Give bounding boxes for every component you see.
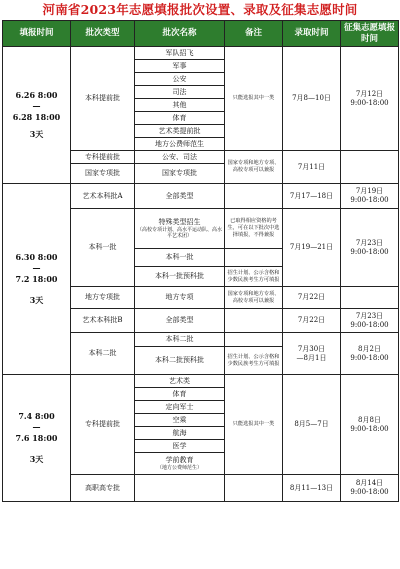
batch-name: 体育 [135, 112, 225, 125]
zhengji-date: 7月12日 [355, 89, 384, 98]
zhengji-hours: 9:00-18:00 [350, 98, 389, 107]
batch-name: 本科二批预科批 [135, 347, 225, 375]
batch-type: 艺术本科批A [71, 184, 135, 209]
batch-name: 本科一批 [135, 249, 225, 267]
batch-type: 高职高专批 [71, 475, 135, 502]
zhengji-time [341, 47, 399, 151]
zhengji-hours: 9:00-18:00 [350, 247, 389, 256]
period-start: 6.26 8:00 [15, 90, 58, 100]
zhengji-hours: 9:00-18:00 [350, 196, 389, 204]
header-batch-name: 批次名称 [135, 21, 225, 47]
period-cell-1 [3, 47, 71, 184]
batch-name: 医学 [135, 440, 225, 453]
batch-note-empty [225, 475, 283, 502]
period-sep: — [32, 263, 41, 273]
period-cell-3 [3, 375, 71, 502]
batch-type: 本科提前批 [71, 47, 135, 151]
batch-note-empty [225, 184, 283, 209]
batch-name-empty [135, 475, 225, 502]
zhengji-time-empty [341, 151, 399, 184]
admit-time: 7月22日 [283, 309, 341, 333]
table-row [3, 47, 399, 60]
batch-type: 专科提前批 [71, 375, 135, 475]
batch-type: 国家专项批 [71, 164, 135, 184]
batch-name: 全部类型 [135, 184, 225, 209]
batch-type: 本科二批 [71, 333, 135, 375]
period-end: 6.28 18:00 [12, 112, 61, 122]
batch-name: 司法 [135, 86, 225, 99]
admit-time: 7月11日 [283, 151, 341, 184]
batch-name-main: 学前教育 [165, 456, 194, 464]
batch-name: 地方公费师范生 [135, 138, 225, 151]
zhengji-date: 7月19日 [355, 187, 384, 195]
batch-note: 招生计划、公示含格和少数民族考生方可填报 [225, 267, 283, 287]
batch-name: 全部类型 [135, 309, 225, 333]
period-days: 3天 [29, 295, 44, 305]
batch-name [135, 209, 225, 249]
period-end: 7.2 18:00 [15, 274, 58, 284]
zhengji-time-empty [341, 287, 399, 309]
batch-note: 只能选报其中一类 [225, 375, 283, 475]
period-days: 3天 [29, 454, 44, 464]
zhengji-time [341, 209, 399, 287]
zhengji-hours: 9:00-18:00 [350, 488, 389, 496]
schedule-table [2, 20, 399, 502]
batch-type: 本科一批 [71, 209, 135, 287]
zhengji-time [341, 309, 399, 333]
batch-name-sub: （地方公费师范生） [156, 465, 202, 471]
batch-note-empty [225, 333, 283, 347]
header-zhengji-time: 征集志愿填报时间 [341, 21, 399, 47]
batch-note: 招生计划、公示含格和少数民族考生方可填报 [225, 347, 283, 375]
batch-name: 公安、司法 [135, 151, 225, 164]
batch-name: 本科二批 [135, 333, 225, 347]
header-admit-time: 录取时间 [283, 21, 341, 47]
batch-note-empty [225, 309, 283, 333]
tezhong-sub: （高校专项计划、高水平运动队、高水平艺术团） [136, 227, 222, 239]
zhengji-date: 7月23日 [355, 238, 384, 247]
batch-name: 国家专项批 [135, 164, 225, 184]
header-batch-type: 批次类型 [71, 21, 135, 47]
batch-name: 航海 [135, 427, 225, 440]
batch-name: 本科一批预科批 [135, 267, 225, 287]
batch-name: 其他 [135, 99, 225, 112]
batch-name [135, 453, 225, 475]
zhengji-date: 8月14日 [355, 479, 384, 487]
period-cell-2 [3, 184, 71, 375]
batch-note-empty [225, 249, 283, 267]
table-row [3, 184, 399, 209]
admit-date-end: —8月1日 [296, 353, 327, 362]
period-start: 6.30 8:00 [15, 252, 58, 262]
zhengji-date: 7月23日 [355, 311, 384, 320]
admit-time: 7月17—18日 [283, 184, 341, 209]
admit-time [283, 333, 341, 375]
admit-time: 8月11—13日 [283, 475, 341, 502]
period-days: 3天 [29, 129, 44, 139]
zhengji-date: 8月2日 [358, 344, 381, 353]
tezhong-name: 特殊类型招生 [158, 218, 201, 226]
batch-note: 只能选报其中一类 [225, 47, 283, 151]
batch-name: 空乘 [135, 414, 225, 427]
admit-date: 7月30日 [297, 344, 326, 353]
batch-name: 定向军士 [135, 401, 225, 414]
admit-time: 8月5—7日 [283, 375, 341, 475]
table-row [3, 375, 399, 388]
batch-name: 艺术类提前批 [135, 125, 225, 138]
batch-name: 军事 [135, 60, 225, 73]
period-sep: — [32, 422, 41, 432]
batch-note: 国家专项和地方专项、高校专项可以兼报 [225, 287, 283, 309]
batch-name: 地方专项 [135, 287, 225, 309]
zhengji-time [341, 184, 399, 209]
zhengji-time [341, 475, 399, 502]
batch-note: 国家专项和地方专项、高校专项可以兼报 [225, 151, 283, 184]
zhengji-time [341, 333, 399, 375]
admit-time: 7月8—10日 [283, 47, 341, 151]
period-start: 7.4 8:00 [18, 411, 55, 421]
period-sep: — [32, 101, 41, 111]
admit-time: 7月19—21日 [283, 209, 341, 287]
header-row [3, 21, 399, 47]
header-note: 备注 [225, 21, 283, 47]
batch-name: 公安 [135, 73, 225, 86]
zhengji-date: 8月8日 [358, 415, 381, 424]
batch-type: 专科提前批 [71, 151, 135, 164]
batch-note: 已取得相应资格的考生，可在以下批次中选择填报，不得兼报 [225, 209, 283, 249]
zhengji-hours: 9:00-18:00 [350, 353, 389, 362]
header-fill-time: 填报时间 [3, 21, 71, 47]
batch-name: 艺术类 [135, 375, 225, 388]
zhengji-hours: 9:00-18:00 [350, 320, 389, 329]
batch-name: 军队招飞 [135, 47, 225, 60]
zhengji-time [341, 375, 399, 475]
batch-type: 艺术本科批B [71, 309, 135, 333]
zhengji-hours: 9:00-18:00 [350, 424, 389, 433]
batch-name: 体育 [135, 388, 225, 401]
page-title: 河南省2023年志愿填报批次设置、录取及征集志愿时间 [42, 2, 358, 17]
batch-type: 地方专项批 [71, 287, 135, 309]
period-end: 7.6 18:00 [15, 433, 58, 443]
admit-time: 7月22日 [283, 287, 341, 309]
